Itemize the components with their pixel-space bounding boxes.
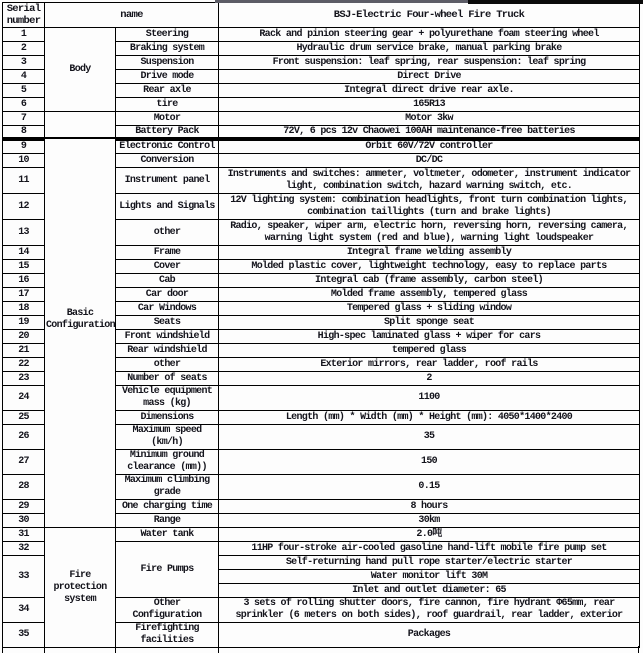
scan-artifact-black-bar [468, 0, 643, 4]
cutoff-grid-line [115, 646, 116, 653]
name-cell: Firefighting facilities [116, 623, 219, 648]
header-name: name [45, 3, 219, 28]
serial-cell: 24 [3, 386, 45, 411]
serial-cell: 20 [3, 330, 45, 344]
value-cell: 72V, 6 pcs 12v Chaowei 100AH maintenance-free batteries [219, 126, 640, 140]
name-cell: Electronic Control [116, 140, 219, 154]
name-cell: Car door [116, 288, 219, 302]
value-cell: 12V lighting system: combination headlights, front turn combination lights, combination taillights (turn and brake lights) [219, 194, 640, 220]
serial-cell: 16 [3, 274, 45, 288]
serial-cell: 22 [3, 358, 45, 372]
value-cell: 30km [219, 514, 640, 528]
value-cell: Integral direct drive rear axle. [219, 84, 640, 98]
serial-cell: 10 [3, 154, 45, 168]
value-cell: Molded plastic cover, lightweight technology, easy to replace parts [219, 260, 640, 274]
cutoff-grid-line [2, 646, 3, 653]
name-cell: Water tank [116, 528, 219, 542]
value-cell: Integral cab (frame assembly, carbon steel) [219, 274, 640, 288]
value-cell: Inlet and outlet diameter: 65 [219, 584, 640, 598]
value-cell: Hydraulic drum service brake, manual parking brake [219, 42, 640, 56]
serial-cell: 5 [3, 84, 45, 98]
cutoff-grid-line [44, 646, 45, 653]
value-cell: Length (mm) * Width (mm) * Height (mm): 4050*1400*2400 [219, 411, 640, 425]
serial-cell: 8 [3, 126, 45, 140]
name-cell: tire [116, 98, 219, 112]
value-cell: Self-returning hand pull rope starter/electric starter [219, 556, 640, 570]
serial-cell: 33 [3, 556, 45, 598]
serial-cell: 3 [3, 56, 45, 70]
value-cell: 8 hours [219, 500, 640, 514]
name-cell: Car Windows [116, 302, 219, 316]
value-cell: 11HP four-stroke air-cooled gasoline hand-lift mobile fire pump set [219, 542, 640, 556]
value-cell: 150 [219, 450, 640, 475]
serial-cell: 31 [3, 528, 45, 542]
name-cell: Seats [116, 316, 219, 330]
serial-cell: 29 [3, 500, 45, 514]
serial-cell: 9 [3, 140, 45, 154]
name-cell: Maximum speed (km/h) [116, 425, 219, 450]
value-cell: Direct Drive [219, 70, 640, 84]
value-cell: Orbit 60V/72V controller [219, 140, 640, 154]
value-cell: Split sponge seat [219, 316, 640, 330]
scan-artifact-gray-bar [215, 0, 470, 3]
serial-cell: 15 [3, 260, 45, 274]
serial-cell: 32 [3, 542, 45, 556]
serial-cell: 21 [3, 344, 45, 358]
name-cell: Range [116, 514, 219, 528]
value-cell: DC/DC [219, 154, 640, 168]
name-cell: Rear axle [116, 84, 219, 98]
name-cell: other [116, 358, 219, 372]
name-cell: Number of seats [116, 372, 219, 386]
name-cell: Cover [116, 260, 219, 274]
value-cell: Rack and pinion steering gear + polyurethane foam steering wheel [219, 28, 640, 42]
cutoff-grid-line [218, 646, 219, 653]
serial-cell: 6 [3, 98, 45, 112]
value-cell: 35 [219, 425, 640, 450]
serial-cell: 28 [3, 475, 45, 500]
value-cell: Molded frame assembly, tempered glass [219, 288, 640, 302]
serial-cell: 1 [3, 28, 45, 42]
name-cell: Drive mode [116, 70, 219, 84]
value-cell: Instruments and switches: ammeter, voltmeter, odometer, instrument indicator light, combination switch, hazard warning switch, etc. [219, 168, 640, 194]
name-cell: Lights and Signals [116, 194, 219, 220]
value-cell: Integral frame welding assembly [219, 246, 640, 260]
serial-cell: 26 [3, 425, 45, 450]
name-cell: Steering [116, 28, 219, 42]
value-cell: Front suspension: leaf spring, rear suspension: leaf spring [219, 56, 640, 70]
value-cell: 0.15 [219, 475, 640, 500]
name-cell: Conversion [116, 154, 219, 168]
serial-cell: 34 [3, 598, 45, 623]
name-cell: Braking system [116, 42, 219, 56]
name-cell: Maximum climbing grade [116, 475, 219, 500]
name-cell: Minimum ground clearance (mm)) [116, 450, 219, 475]
name-cell: Front windshield [116, 330, 219, 344]
serial-cell: 18 [3, 302, 45, 316]
serial-cell: 35 [3, 623, 45, 648]
name-cell: other [116, 220, 219, 246]
serial-cell: 7 [3, 112, 45, 126]
name-cell: Other Configuration [116, 598, 219, 623]
group-cell-fire-protection-system: Fire protection system [45, 528, 116, 648]
serial-cell: 17 [3, 288, 45, 302]
value-cell: 1100 [219, 386, 640, 411]
serial-cell: 19 [3, 316, 45, 330]
header-product-title: BSJ-Electric Four-wheel Fire Truck [219, 3, 640, 28]
value-cell: Water monitor lift 30M [219, 570, 640, 584]
header-serial: Serial number [3, 3, 45, 28]
value-cell: High-spec laminated glass + wiper for cars [219, 330, 640, 344]
value-cell: 2.0吨 [219, 528, 640, 542]
value-cell: 3 sets of rolling shutter doors, fire cannon, fire hydrant Φ65mm, rear sprinkler (6 meters on both sides), roof guardrail, rear ladder, exterior [219, 598, 640, 623]
group-cell-body: Body [45, 28, 116, 112]
value-cell: Radio, speaker, wiper arm, electric horn, reversing horn, reversing camera, warning light system (red and blue), warning light loudspeaker [219, 220, 640, 246]
name-cell: Dimensions [116, 411, 219, 425]
name-cell: Cab [116, 274, 219, 288]
serial-cell: 4 [3, 70, 45, 84]
serial-cell: 27 [3, 450, 45, 475]
serial-cell: 11 [3, 168, 45, 194]
value-cell: tempered glass [219, 344, 640, 358]
spec-table [2, 2, 640, 648]
serial-cell: 23 [3, 372, 45, 386]
serial-cell: 30 [3, 514, 45, 528]
value-cell: 165R13 [219, 98, 640, 112]
name-cell: Vehicle equipment mass (kg) [116, 386, 219, 411]
name-cell-fire-pumps: Fire Pumps [116, 542, 219, 598]
name-cell: Battery Pack [116, 126, 219, 140]
cutoff-grid-line [638, 646, 639, 653]
name-cell: One charging time [116, 500, 219, 514]
group-cell-basic-configuration: Basic Configuration [45, 112, 116, 528]
name-cell: Motor [116, 112, 219, 126]
serial-cell: 2 [3, 42, 45, 56]
serial-cell: 25 [3, 411, 45, 425]
value-cell: Tempered glass + sliding window [219, 302, 640, 316]
value-cell: Packages [219, 623, 640, 648]
name-cell: Rear windshield [116, 344, 219, 358]
name-cell: Suspension [116, 56, 219, 70]
serial-cell: 13 [3, 220, 45, 246]
value-cell: Motor 3kw [219, 112, 640, 126]
name-cell: Instrument panel [116, 168, 219, 194]
section-divider-line [2, 137, 639, 139]
name-cell: Frame [116, 246, 219, 260]
value-cell: Exterior mirrors, rear ladder, roof rails [219, 358, 640, 372]
serial-cell: 14 [3, 246, 45, 260]
value-cell: 2 [219, 372, 640, 386]
serial-cell: 12 [3, 194, 45, 220]
